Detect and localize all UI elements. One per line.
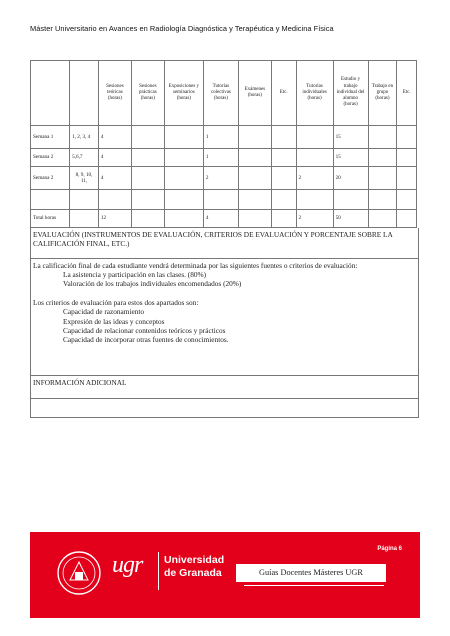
table-cell: 50: [333, 210, 368, 228]
table-cell: [368, 167, 397, 190]
table-cell: [368, 190, 397, 210]
table-cell: [238, 190, 271, 210]
table-cell: [70, 210, 99, 228]
header-cell: Tutorías colectivas (horas): [203, 61, 238, 126]
table-cell: [98, 190, 131, 210]
table-cell: [271, 167, 296, 190]
header-cell: [31, 61, 70, 126]
table-cell: 8, 9, 10, 11,: [70, 167, 99, 190]
table-cell: [131, 210, 164, 228]
table-cell: [271, 190, 296, 210]
logo-divider: [158, 552, 159, 590]
table-cell: 4: [203, 210, 238, 228]
table-cell: [131, 167, 164, 190]
table-cell: [164, 190, 203, 210]
criteria-intro: Los criterios de evaluación para estos dos apartados son:: [33, 298, 199, 308]
evaluation-source-item: Valoración de los trabajos individuales encomendados (20%): [63, 279, 242, 289]
ugr-logo-text: ugr: [112, 552, 143, 578]
table-cell: 15: [333, 149, 368, 167]
table-cell: [333, 190, 368, 210]
guide-label: Guías Docentes Másteres UGR: [236, 564, 386, 582]
table-cell: 4: [98, 149, 131, 167]
table-cell: [397, 210, 417, 228]
table-cell: [296, 126, 333, 149]
schedule-header-row: [31, 61, 417, 126]
table-cell: [271, 210, 296, 228]
table-cell: Semana 2: [31, 167, 70, 190]
evaluation-heading: EVALUACIÓN (INSTRUMENTOS DE EVALUACIÓN, CRITERIOS DE EVALUACIÓN Y PORCENTAJE SOBRE LA CALIFICACIÓN FINAL, ETC.): [30, 228, 419, 259]
table-row-total: [31, 210, 417, 228]
table-cell: 1, 2, 3, 4: [70, 126, 99, 149]
table-cell: [131, 126, 164, 149]
table-cell: Total horas: [31, 210, 70, 228]
table-row: [31, 126, 417, 149]
table-cell: [397, 149, 417, 167]
table-cell: [368, 126, 397, 149]
table-cell: [238, 126, 271, 149]
table-cell: 12: [98, 210, 131, 228]
table-cell: [296, 149, 333, 167]
header-cell: Exposiciones y seminarios (horas): [164, 61, 203, 126]
table-cell: [296, 190, 333, 210]
criteria-item: Expresión de las ideas y conceptos: [63, 316, 165, 326]
table-cell: [31, 190, 70, 210]
table-cell: [397, 190, 417, 210]
table-cell: [238, 210, 271, 228]
page-body: [30, 60, 417, 418]
table-cell: 2: [203, 167, 238, 190]
table-cell: 5,6,7: [70, 149, 99, 167]
table-row: [31, 190, 417, 210]
table-row: [31, 167, 417, 190]
table-cell: [164, 149, 203, 167]
additional-info-heading: INFORMACIÓN ADICIONAL: [30, 376, 419, 399]
page-footer: [30, 532, 420, 618]
table-cell: 2: [296, 167, 333, 190]
evaluation-source-item: La asistencia y participación en las clases. (80%): [63, 270, 207, 280]
evaluation-body: [30, 259, 419, 376]
table-cell: 4: [98, 126, 131, 149]
additional-info-body: [30, 399, 419, 418]
header-cell: Sesiones teóricas (horas): [98, 61, 131, 126]
criteria-item: Capacidad de incorporar otras fuentes de conocimientos.: [63, 334, 229, 344]
table-cell: Semana 2: [31, 149, 70, 167]
table-cell: 15: [333, 126, 368, 149]
table-cell: 1: [203, 149, 238, 167]
university-name-line2: de Granada: [164, 567, 222, 580]
university-seal-icon: [56, 550, 102, 596]
table-cell: [238, 167, 271, 190]
table-cell: [164, 167, 203, 190]
university-name: [164, 554, 224, 580]
table-cell: [368, 149, 397, 167]
header-cell: Etc.: [271, 61, 296, 126]
table-cell: [238, 149, 271, 167]
schedule-table: [30, 60, 417, 228]
table-cell: 1: [203, 126, 238, 149]
table-cell: [131, 190, 164, 210]
table-cell: Semana 1: [31, 126, 70, 149]
header-cell: [70, 61, 99, 126]
header-cell: Etc.: [397, 61, 417, 126]
table-cell: [271, 149, 296, 167]
table-cell: [397, 167, 417, 190]
page-number: Página 6: [377, 546, 402, 552]
header-cell: Exámenes (horas): [238, 61, 271, 126]
table-cell: 2: [296, 210, 333, 228]
table-cell: [368, 210, 397, 228]
spacer: [33, 288, 416, 298]
table-row: [31, 149, 417, 167]
table-cell: [397, 126, 417, 149]
table-cell: [164, 126, 203, 149]
table-cell: [70, 190, 99, 210]
criteria-item: Capacidad de relacionar contenidos teóricos y prácticos: [63, 325, 226, 335]
evaluation-intro: La calificación final de cada estudiante vendrá determinada por las siguientes fuentes o criterios de evaluación:: [33, 261, 358, 270]
table-cell: [203, 190, 238, 210]
header-cell: Trabajo en grupo (horas): [368, 61, 397, 126]
header-cell: Estudio y trabajo individual del alumno (horas): [333, 61, 368, 126]
header-cell: Tutorías individuales (horas): [296, 61, 333, 126]
header-cell: Sesiones prácticas (horas): [131, 61, 164, 126]
table-cell: 20: [333, 167, 368, 190]
university-name-line1: Universidad: [164, 554, 225, 566]
table-cell: [164, 210, 203, 228]
table-cell: 4: [98, 167, 131, 190]
guide-underline: [244, 585, 384, 586]
table-cell: [131, 149, 164, 167]
criteria-item: Capacidad de razonamiento: [63, 307, 145, 317]
document-header-title: Máster Universitario en Avances en Radiología Diagnóstica y Terapéutica y Medicina Física: [30, 24, 334, 33]
table-cell: [271, 126, 296, 149]
